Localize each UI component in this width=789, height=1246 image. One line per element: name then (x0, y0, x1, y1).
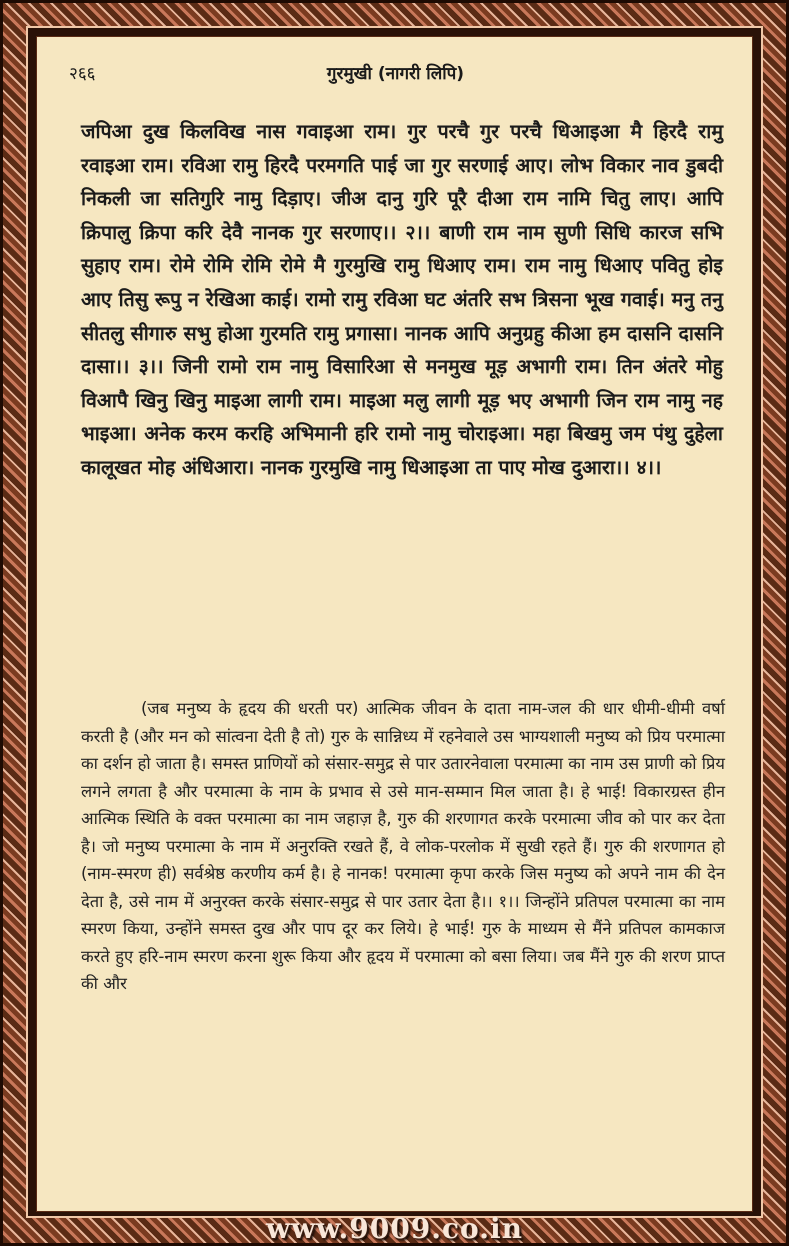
gurbani-verse-text: जपिआ दुख किलविख नास गवाइआ राम। गुर परचै गुर परचै धिआइआ मै हिरदै रामु रवाइआ राम। रविआ रामु हिरदै परमगति पाई जा गुर सरणाई आए। लोभ विकार नाव डुबदी निकली जा सतिगुरि नामु दिड़ाए। जीअ दानु गुरि पूरै दीआ राम नामि चितु लाए। आपि क्रिपालु क्रिपा करि देवै नानक गुर सरणाए।। २।। बाणी राम नाम सुणी सिधि कारज सभि सुहाए राम। रोमे रोमि रोमि रोमे मै गुरमुखि रामु धिआए राम। राम नामु धिआए पवितु होइ आए तिसु रूपु न रेखिआ काई। रामो रामु रविआ घट अंतरि सभ त्रिसना भूख गवाई। मनु तनु सीतलु सीगारु सभु होआ गुरमति रामु प्रगासा। नानक आपि अनुग्रहु कीआ हम दासनि दासनि दासा।। ३।। जिनी रामो राम नामु विसारिआ से मनमुख मूड़ अभागी राम। तिन अंतरे मोहु विआपै खिनु खिनु माइआ लागी राम। माइआ मलु लागी मूड़ भए अभागी जिन राम नामु नह भाइआ। अनेक करम करहि अभिमानी हरि रामो नामु चोराइआ। महा बिखमु जम पंथु दुहेला कालूखत मोह अंधिआरा। नानक गुरमुखि नामु धिआइआ ता पाए मोख दुआरा।। ४।। (81, 120, 723, 479)
book-page (36, 36, 753, 1212)
footer-watermark (0, 1212, 789, 1246)
page-number: २६६ (69, 64, 96, 84)
hindi-translation-text: (जब मनुष्य के हृदय की धरती पर) आत्मिक जीवन के दाता नाम-जल की धार धीमी-धीमी वर्षा करती है (और मन को सांत्वना देती है तो) गुरु के सान्निध्य में रहनेवाले उस भाग्यशाली मनुष्य को प्रिय परमात्मा का दर्शन हो जाता है। समस्त प्राणियों को संसार-समुद्र से पार उतारनेवाला परमात्मा का नाम उस प्राणी को प्रिय लगने लगता है और परमात्मा के नाम के प्रभाव से उसे मान-सम्मान मिल जाता है। हे भाई! विकारग्रस्त हीन आत्मिक स्थिति के वक्त परमात्मा का नाम जहाज़ है, गुरु की शरणागत करके परमात्मा जीव को पार कर देता है। जो मनुष्य परमात्मा के नाम में अनुरक्ति रखते हैं, वे लोक-परलोक में सुखी रहते हैं। गुरु की शरणागत हो (नाम-स्मरण ही) सर्वश्रेष्ठ करणीय कर्म है। हे नानक! परमात्मा कृपा करके जिस मनुष्य को अपने नाम की देन देता है, उसे नाम में अनुरक्त करके संसार-समुद्र से पार उतार देता है।। १।। जिन्होंने प्रतिपल परमात्मा का नाम स्मरण किया, उन्होंने समस्त दुख और पाप दूर कर लिये। हे भाई! गुरु के माध्यम से मैंने प्रतिपल कामकाज करते हुए हरि-नाम स्मरण करना शुरू किया और हृदय में परमात्मा को बसा लिया। जब मैंने गुरु की शरण प्राप्त की और (81, 699, 725, 993)
website-url: www.9009.co.in (266, 1212, 523, 1245)
page-header (37, 61, 754, 85)
running-title: गुरमुखी (नागरी लिपि) (326, 64, 465, 84)
